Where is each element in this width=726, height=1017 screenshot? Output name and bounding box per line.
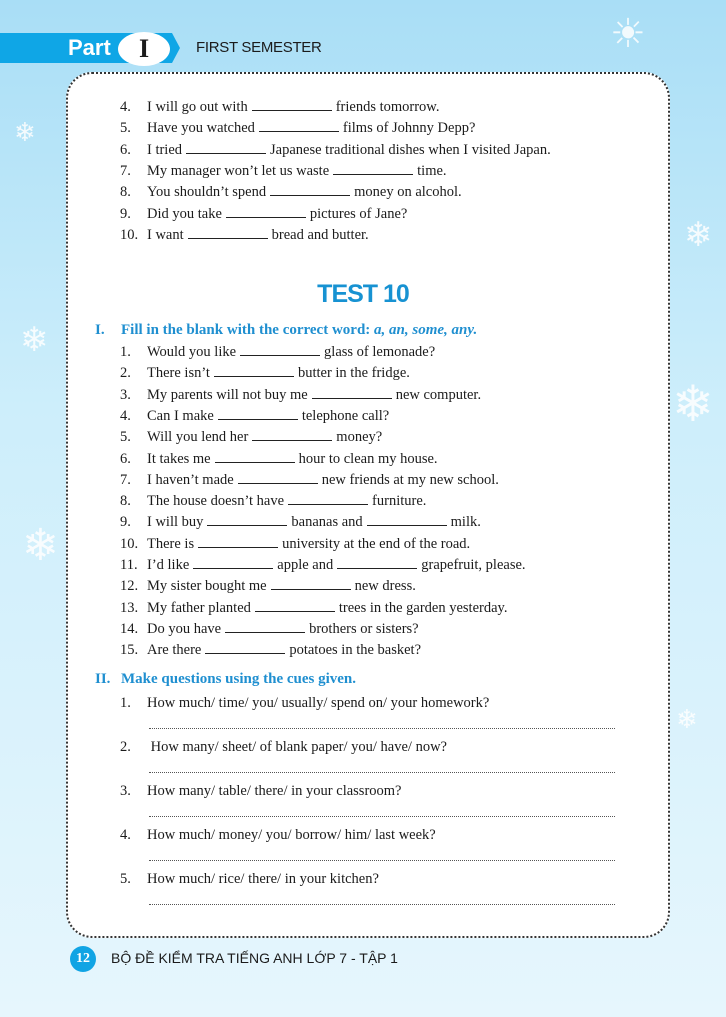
- answer-blank[interactable]: [205, 642, 285, 654]
- exercise-item: [120, 493, 426, 510]
- answer-blank[interactable]: [218, 408, 298, 420]
- item-text: I’d like: [147, 557, 190, 573]
- item-number: 1.: [120, 695, 131, 711]
- item-text: university at the end of the road.: [282, 535, 471, 552]
- item-text: My parents will not buy me: [147, 386, 308, 403]
- snowflake-icon: ❄: [684, 217, 713, 254]
- item-number: 7.: [120, 471, 131, 488]
- exercise-item: [120, 557, 526, 574]
- sun-icon: ☀: [610, 11, 646, 56]
- item-text: telephone call?: [301, 407, 390, 424]
- snowflake-icon: ❄: [676, 705, 698, 734]
- answer-line[interactable]: [149, 904, 615, 905]
- item-number: 13.: [120, 599, 139, 616]
- item-number: 4.: [120, 99, 131, 115]
- exercise-item: [120, 600, 507, 617]
- item-text: Did you take: [147, 205, 222, 222]
- item-text: Do you have: [147, 620, 222, 637]
- exercise-item: [120, 408, 389, 425]
- item-number: 2.: [120, 365, 131, 382]
- page-number: 12: [70, 946, 96, 972]
- exercise-item: [120, 536, 470, 553]
- answer-blank[interactable]: [312, 387, 392, 399]
- item-text: new dress.: [354, 578, 416, 595]
- question-item: [120, 783, 402, 800]
- answer-blank[interactable]: [193, 557, 273, 569]
- item-text: The house doesn’t have: [147, 493, 285, 510]
- item-text: potatoes in the basket?: [289, 642, 422, 659]
- question-cue: How much/ rice/ there/ in your kitchen?: [147, 871, 379, 887]
- answer-line[interactable]: [149, 772, 615, 773]
- exercise-item: [120, 451, 438, 468]
- part-numeral: I: [118, 32, 170, 66]
- item-text: It takes me: [147, 450, 211, 467]
- test-title: TEST 10: [317, 280, 409, 308]
- answer-blank[interactable]: [188, 227, 268, 239]
- item-number: 11.: [120, 557, 138, 573]
- book-title: BỘ ĐỀ KIỂM TRA TIẾNG ANH LỚP 7 - TẬP 1: [111, 950, 398, 966]
- question-cue: How many/ sheet/ of blank paper/ you/ have/ now?: [147, 739, 447, 755]
- answer-blank[interactable]: [225, 621, 305, 633]
- item-text: There isn’t: [147, 365, 210, 382]
- section-2-heading: II. Make questions using the cues given.: [95, 671, 357, 687]
- item-number: 10.: [120, 226, 139, 243]
- item-number: 8.: [120, 493, 131, 510]
- item-text: time.: [417, 162, 447, 179]
- item-text: trees in the garden yesterday.: [338, 599, 508, 616]
- item-text: There is: [147, 535, 195, 552]
- answer-line[interactable]: [149, 816, 615, 817]
- exercise-item: [120, 163, 447, 180]
- snowflake-icon: ❄: [20, 322, 49, 359]
- item-text: apple and: [277, 557, 334, 573]
- item-number: 10.: [120, 535, 139, 552]
- item-number: 5.: [120, 429, 131, 446]
- answer-blank[interactable]: [367, 514, 447, 526]
- exercise-item: [120, 184, 462, 201]
- item-text: My sister bought me: [147, 578, 267, 595]
- answer-blank[interactable]: [186, 142, 266, 154]
- item-text: pictures of Jane?: [309, 205, 408, 222]
- answer-blank[interactable]: [240, 344, 320, 356]
- item-text: You shouldn’t spend: [147, 184, 267, 201]
- item-text: bread and butter.: [271, 226, 369, 243]
- item-text: I will go out with: [147, 99, 248, 115]
- item-number: 5.: [120, 120, 131, 137]
- question-cue: How many/ table/ there/ in your classroom?: [147, 783, 402, 799]
- answer-blank[interactable]: [252, 99, 332, 111]
- item-text: I haven’t made: [147, 471, 234, 488]
- semester-label: FIRST SEMESTER: [196, 39, 322, 56]
- item-number: 6.: [120, 141, 131, 158]
- item-number: 9.: [120, 205, 131, 222]
- exercise-item: [120, 514, 481, 531]
- item-text: glass of lemonade?: [324, 344, 436, 360]
- exercise-item: [120, 621, 419, 638]
- item-text: hour to clean my house.: [298, 450, 438, 467]
- item-text: My manager won’t let us waste: [147, 162, 330, 179]
- item-number: 7.: [120, 162, 131, 179]
- item-number: 5.: [120, 871, 131, 887]
- item-text: money on alcohol.: [354, 184, 462, 201]
- item-text: I tried: [147, 141, 183, 158]
- item-number: 4.: [120, 827, 131, 843]
- answer-blank[interactable]: [270, 184, 350, 196]
- item-number: 9.: [120, 514, 131, 531]
- item-number: 1.: [120, 344, 131, 360]
- question-item: [120, 871, 379, 888]
- answer-blank[interactable]: [337, 557, 417, 569]
- answer-blank[interactable]: [198, 536, 278, 548]
- exercise-item: [120, 344, 435, 361]
- item-number: 3.: [120, 386, 131, 403]
- answer-blank[interactable]: [255, 600, 335, 612]
- item-text: Will you lend her: [147, 429, 249, 446]
- item-text: butter in the fridge.: [297, 365, 410, 382]
- item-text: friends tomorrow.: [335, 99, 440, 115]
- answer-blank[interactable]: [333, 163, 413, 175]
- item-text: Are there: [147, 642, 202, 659]
- exercise-item: [120, 99, 439, 116]
- item-text: films of Johnny Depp?: [342, 120, 476, 137]
- item-number: 15.: [120, 642, 139, 659]
- item-number: 8.: [120, 184, 131, 201]
- item-text: brothers or sisters?: [309, 620, 419, 637]
- item-number: 6.: [120, 450, 131, 467]
- answer-blank[interactable]: [214, 365, 294, 377]
- answer-blank[interactable]: [252, 429, 332, 441]
- answer-blank[interactable]: [215, 451, 295, 463]
- answer-blank[interactable]: [271, 578, 351, 590]
- item-text: Have you watched: [147, 120, 255, 137]
- item-number: 12.: [120, 578, 139, 595]
- item-text: bananas and: [291, 514, 363, 531]
- exercise-item: [120, 206, 407, 223]
- answer-blank[interactable]: [226, 206, 306, 218]
- item-text: Would you like: [147, 344, 237, 360]
- item-text: new computer.: [395, 386, 482, 403]
- question-cue: How much/ money/ you/ borrow/ him/ last week?: [147, 827, 436, 843]
- answer-blank[interactable]: [259, 120, 339, 132]
- snowflake-icon: ❄: [22, 521, 59, 570]
- exercise-item: [120, 429, 382, 446]
- item-text: Can I make: [147, 407, 214, 424]
- answer-line[interactable]: [149, 728, 615, 729]
- answer-blank[interactable]: [207, 514, 287, 526]
- exercise-item: [120, 142, 551, 159]
- exercise-item: [120, 227, 369, 244]
- snowflake-icon: ❄: [672, 376, 714, 432]
- item-number: 4.: [120, 407, 131, 424]
- exercise-item: [120, 387, 481, 404]
- item-number: 3.: [120, 783, 131, 799]
- answer-line[interactable]: [149, 860, 615, 861]
- item-text: My father planted: [147, 599, 251, 616]
- exercise-item: [120, 120, 475, 137]
- item-text: milk.: [450, 514, 481, 531]
- exercise-item: [120, 365, 410, 382]
- item-text: furniture.: [372, 493, 427, 510]
- item-text: I will buy: [147, 514, 204, 531]
- exercise-item: [120, 578, 416, 595]
- item-text: Japanese traditional dishes when I visited Japan.: [270, 141, 551, 158]
- answer-blank[interactable]: [238, 472, 318, 484]
- section-1-heading: I. Fill in the blank with the correct word: a, an, some, any.: [95, 322, 478, 338]
- item-text: grapefruit, please.: [421, 557, 526, 573]
- item-text: money?: [336, 429, 383, 446]
- item-text: I want: [147, 226, 184, 243]
- item-number: 2.: [120, 739, 131, 755]
- item-number: 14.: [120, 620, 139, 637]
- snowflake-icon: ❄: [14, 118, 36, 147]
- question-cue: How much/ time/ you/ usually/ spend on/ your homework?: [147, 695, 490, 711]
- question-item: [120, 695, 489, 712]
- part-label: Part: [68, 35, 111, 60]
- exercise-item: [120, 642, 421, 659]
- exercise-item: [120, 472, 499, 489]
- item-text: new friends at my new school.: [321, 471, 499, 488]
- answer-blank[interactable]: [288, 493, 368, 505]
- question-item: [120, 827, 436, 844]
- question-item: [120, 739, 447, 756]
